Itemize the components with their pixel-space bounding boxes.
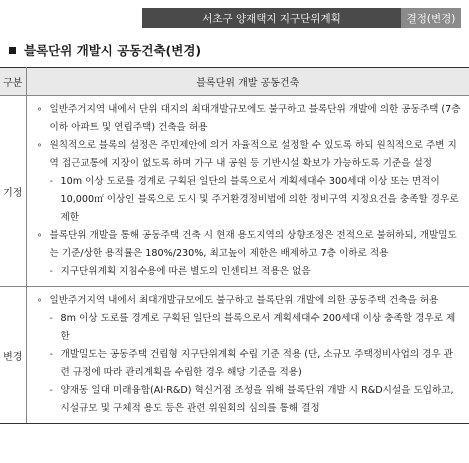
table-row: [0, 96, 469, 287]
row-content: [26, 287, 469, 424]
item-text: 원칙적으로 블록의 설정은 주민제안에 의거 자율적으로 설정할 수 있도록 하되 원칙적으로 주변 지역 접근교통에 지장이 없도록 하며 가구 내 공원 등 기반시설 확보가 가능하도록 기준을 설정: [49, 140, 457, 169]
item-text: 블록단위 개발을 통해 공동주택 건축 시 현재 용도지역의 상향조정은 전적으로 불허하되, 개발밀도는 기준/상한 용적률은 180%/230%, 최고높이 제한은 배제하고 7층 이하로 적용: [49, 230, 457, 259]
square-bullet-icon: [9, 47, 16, 54]
sub-bullet-item: [37, 173, 463, 227]
sub-bullet-item: [37, 382, 463, 418]
bullet-item: [37, 101, 463, 137]
sub-bullet-item: [37, 263, 463, 281]
sub-bullet-item: [37, 346, 463, 382]
item-text: 개발밀도는 공동주택 건립형 지구단위계획 수립 기준 적용 (단, 소규모 주택정비사업의 경우 관련 규정에 따라 관리계획을 수립한 경우 해당 기준을 적용): [60, 349, 454, 378]
bullet-item: [37, 292, 463, 310]
dash-marker-icon: -: [49, 176, 53, 187]
circle-bullet-icon: ∘: [36, 104, 43, 115]
decision-status-badge: 결정(변경): [401, 8, 461, 28]
column-header-content: 블록단위 개발 공동건축: [26, 68, 469, 96]
section-title-text: 블록단위 개발시 공동건축(변경): [24, 43, 202, 58]
item-text: 일반주거지역 내에서 최대개발규모에도 불구하고 블록단위 개발에 의한 공동주택 건축을 허용: [49, 295, 439, 306]
column-header-category: 구분: [0, 68, 26, 96]
row-content: [26, 96, 469, 287]
circle-bullet-icon: ∘: [36, 230, 43, 241]
row-label: 변경: [0, 287, 26, 424]
dash-marker-icon: -: [49, 349, 53, 360]
circle-bullet-icon: ∘: [36, 140, 43, 151]
item-text: 일반주거지역 내에서 단위 대지의 최대개발규모에도 불구하고 블록단위 개발에 의한 공동주택 (7층이하 아파트 및 연립주택) 건축을 허용: [49, 104, 461, 133]
item-text: 지구단위계획 지침수용에 따른 별도의 인센티브 적용은 없음: [60, 266, 311, 277]
table-header-row: [0, 68, 469, 96]
dash-marker-icon: -: [49, 313, 53, 324]
block-development-table: [0, 67, 469, 424]
sub-bullet-item: [37, 310, 463, 346]
document-header-title: 서초구 양재택지 지구단위계획: [202, 12, 341, 25]
item-text: 양재동 일대 미래융합(AI·R&D) 혁신거점 조성을 위해 블록단위 개발 시 R&D시설을 도입하고, 시설규모 및 구체적 용도 등은 관련 위원회의 심의를 통해 결정: [60, 385, 454, 414]
dash-marker-icon: -: [49, 266, 53, 277]
bullet-item: [37, 227, 463, 263]
circle-bullet-icon: ∘: [36, 295, 43, 306]
row-label: 기정: [0, 96, 26, 287]
section-title: [9, 41, 201, 59]
bullet-item: [37, 137, 463, 173]
dash-marker-icon: -: [49, 385, 53, 396]
document-header-bar: [142, 8, 461, 28]
item-text: 10m 이상 도로를 경계로 구획된 일단의 블록으로서 계획세대수 300세대 이상 또는 면적이 10,000㎡ 이상인 블록으로 도시 및 주거환경정비법에 의한 정비구역 지정요건을 충족할 경우로 제한: [60, 176, 459, 223]
item-text: 8m 이상 도로를 경계로 구획된 일단의 블록으로서 계획세대수 200세대 이상 충족할 경우로 제한: [60, 313, 456, 342]
table-row: [0, 287, 469, 424]
